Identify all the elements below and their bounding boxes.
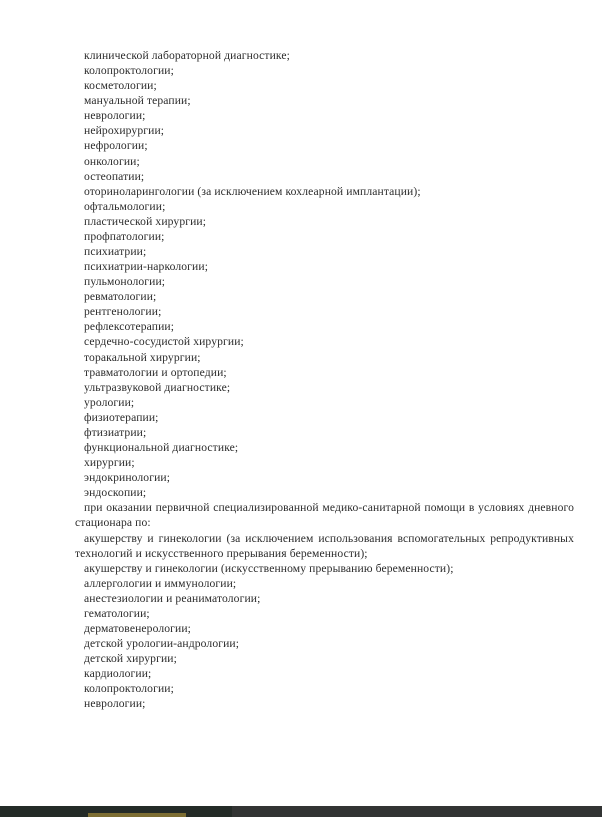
bottom-toolbar[interactable] — [0, 806, 602, 817]
document-list-item: косметологии; — [84, 79, 157, 93]
document-list-item: ревматологии; — [84, 290, 157, 304]
document-list-item: детской урологии-андрологии; — [84, 637, 240, 651]
document-list-item: эндоскопии; — [84, 486, 147, 500]
document-list-item: ультразвуковой диагностике; — [84, 380, 231, 394]
document-list-item: пульмонологии; — [84, 275, 166, 289]
document-list-item: детской хирургии; — [84, 652, 177, 666]
document-list-item: колопроктологии; — [84, 64, 174, 78]
document-list-item: эндокринологии; — [84, 471, 171, 485]
document-list-item: урологии; — [84, 395, 135, 409]
document-list-item: аллергологии и иммунологии; — [84, 576, 237, 590]
document-list-item: хирургии; — [84, 456, 135, 470]
document-list-item: пластической хирургии; — [84, 214, 207, 228]
document-list-item: дерматовенерологии; — [84, 621, 191, 635]
document-paragraph: акушерству и гинекологии (за исключением использования вспомогательных репродуктивных технологий и искусственного прерывания беременности); — [75, 531, 574, 560]
document-list-item: оториноларингологии (за исключением кохлеарной имплантации); — [84, 184, 421, 198]
document-list-item: анестезиологии и реаниматологии; — [84, 591, 261, 605]
document-list-item: клинической лабораторной диагностике; — [84, 49, 290, 62]
document-list-item: неврологии; — [84, 109, 146, 123]
document-list-item: нефрологии; — [84, 139, 148, 153]
document-list-item: профпатологии; — [84, 229, 165, 243]
document-list-item: кардиологии; — [84, 667, 152, 681]
document-list-item: гематологии; — [84, 606, 150, 620]
document-list-item: сердечно-сосудистой хирургии; — [84, 335, 244, 349]
document-list-item: колопроктологии; — [84, 682, 174, 696]
document-list-item: офтальмологии; — [84, 199, 166, 213]
document-text-body — [0, 48, 602, 711]
document-list-item: фтизиатрии; — [84, 425, 147, 439]
document-list-item: акушерству и гинекологии (искусственному прерыванию беременности); — [84, 561, 454, 575]
document-list-item: остеопатии; — [84, 169, 145, 183]
document-list-item: торакальной хирургии; — [84, 350, 201, 364]
document-list-item: травматологии и ортопедии; — [84, 365, 227, 379]
document-list-item: онкологии; — [84, 154, 140, 168]
document-list-item: нейрохирургии; — [84, 124, 165, 138]
toolbar-right-segment[interactable] — [232, 806, 602, 817]
document-list-item: неврологии; — [84, 697, 146, 711]
document-list-item: рентгенологии; — [84, 305, 162, 319]
document-list-item: мануальной терапии; — [84, 94, 191, 108]
toolbar-accent-strip[interactable] — [88, 813, 186, 817]
document-list-item: рефлексотерапии; — [84, 320, 175, 334]
document-list-item: функциональной диагностике; — [84, 441, 239, 455]
document-paragraph: при оказании первичной специализированной медико-санитарной помощи в условиях дневного стационара по: — [75, 501, 574, 530]
document-list-item: физиотерапии; — [84, 410, 159, 424]
document-list-item: психиатрии-наркологии; — [84, 260, 209, 274]
document-list-item: психиатрии; — [84, 245, 147, 259]
